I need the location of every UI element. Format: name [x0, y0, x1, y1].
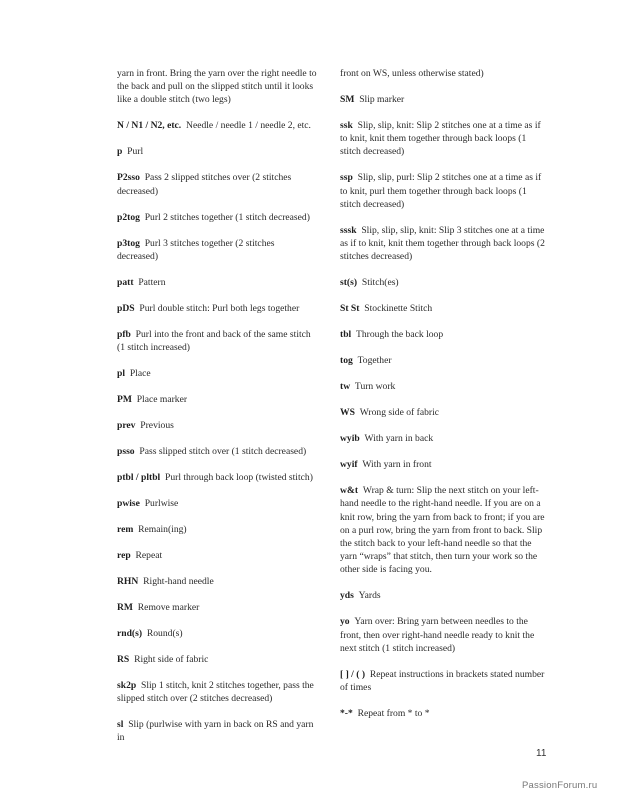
glossary-definition: Purlwise [144, 498, 179, 510]
glossary-entry [340, 119, 545, 159]
glossary-term: ptbl / pltbl [117, 472, 161, 484]
glossary-term: pl [117, 368, 126, 380]
glossary-term: [ ] / ( ) [340, 668, 366, 680]
glossary-entry [340, 276, 545, 289]
glossary-term: tog [340, 355, 353, 367]
glossary-entry [117, 445, 317, 458]
left-column [117, 67, 317, 757]
glossary-entry [340, 406, 545, 419]
glossary-term: sssk [340, 224, 357, 236]
glossary-definition: Turn work [354, 381, 396, 393]
glossary-term: tw [340, 381, 351, 393]
glossary-definition: Repeat [135, 550, 163, 562]
glossary-term: yds [340, 590, 354, 602]
glossary-entry [117, 471, 317, 484]
glossary-definition: Place [129, 368, 151, 380]
glossary-entry [340, 458, 545, 471]
glossary-entry [117, 601, 317, 614]
glossary-definition: Remain(ing) [138, 524, 187, 536]
glossary-entry [117, 237, 317, 263]
glossary-definition: Slip 1 stitch, knit 2 stitches together, pass the slipped stitch over (2 stitches decreased) [117, 680, 314, 705]
watermark: PassionForum.ru [522, 780, 598, 791]
glossary-entry [117, 627, 317, 640]
glossary-entry [117, 419, 317, 432]
glossary-term: rep [117, 550, 131, 562]
glossary-definition: Together [357, 355, 392, 367]
glossary-definition: With yarn in back [364, 433, 434, 445]
glossary-definition: Purl double stitch: Purl both legs together [139, 302, 300, 314]
glossary-entry [117, 145, 317, 158]
glossary-definition: Slip, slip, knit: Slip 2 stitches one at a time as if to knit, knit them together through back loops (1 stitch decreased) [340, 120, 541, 158]
glossary-entry [340, 224, 545, 264]
glossary-definition: Wrap & turn: Slip the next stitch on your left-hand needle to the right-hand needle. If you are on a knit row, bring the yarn from back to front; if you are on a purl row, bring the yarn from front to back. Slip the stitch back to your left-hand needle so that the yarn “wraps” that stitch, then turn your work so the other side is facing you. [340, 485, 545, 576]
glossary-entry [117, 523, 317, 536]
glossary-entry [117, 653, 317, 666]
glossary-term: sk2p [117, 680, 137, 692]
glossary-entry [117, 302, 317, 315]
glossary-definition: Pattern [138, 276, 166, 288]
glossary-definition: Slip (purlwise with yarn in back on RS and yarn in [117, 719, 314, 744]
glossary-entry [117, 328, 317, 354]
glossary-definition: Round(s) [146, 628, 183, 640]
glossary-term: rnd(s) [117, 628, 143, 640]
glossary-definition: Stockinette Stitch [364, 303, 433, 315]
glossary-term: ssp [340, 172, 353, 184]
glossary-entry [340, 615, 545, 655]
glossary-entry [117, 393, 317, 406]
glossary-definition: Purl 2 stitches together (1 stitch decreased) [144, 211, 310, 223]
glossary-term: pwise [117, 498, 140, 510]
glossary-definition: Pass slipped stitch over (1 stitch decreased) [139, 446, 307, 458]
glossary-term: rem [117, 524, 134, 536]
glossary-entry [117, 276, 317, 289]
glossary-term: tbl [340, 329, 352, 341]
glossary-term: patt [117, 276, 134, 288]
glossary-entry [117, 119, 317, 132]
glossary-entry [340, 380, 545, 393]
glossary-definition: Pass 2 slipped stitches over (2 stitches decreased) [117, 172, 292, 197]
glossary-definition: Purl 3 stitches together (2 stitches decreased) [117, 237, 275, 262]
glossary-entry [340, 328, 545, 341]
glossary-definition: Right-hand needle [143, 576, 214, 588]
glossary-entry [340, 589, 545, 602]
glossary-definition: Previous [140, 420, 174, 432]
glossary-definition: With yarn in front [362, 459, 432, 471]
glossary-definition: Purl [127, 146, 144, 158]
glossary-definition: Purl through back loop (twisted stitch) [165, 472, 313, 484]
glossary-term: yo [340, 616, 350, 628]
glossary-definition: Yards [358, 590, 381, 602]
glossary-entry [340, 432, 545, 445]
glossary-entry [117, 718, 317, 744]
glossary-term: psso [117, 446, 135, 458]
glossary-definition: Stitch(es) [361, 277, 399, 289]
glossary-term: p3tog [117, 237, 140, 249]
glossary-definition: Wrong side of fabric [359, 407, 439, 419]
glossary-entry [340, 93, 545, 106]
glossary-term: St St [340, 303, 360, 315]
glossary-entry [117, 549, 317, 562]
glossary-definition: Right side of fabric [134, 654, 209, 666]
glossary-entry [117, 497, 317, 510]
right-column [340, 67, 545, 733]
glossary-term: p2tog [117, 211, 140, 223]
glossary-definition: Slip, slip, purl: Slip 2 stitches one at a time as if to knit, purl them together through back loops (1 stitch decreased) [340, 172, 542, 210]
glossary-definition: Repeat from * to * [357, 708, 430, 720]
glossary-definition: Needle / needle 1 / needle 2, etc. [186, 120, 311, 132]
glossary-term: ssk [340, 120, 353, 131]
right-intro-text: front on WS, unless otherwise stated) [340, 68, 484, 79]
glossary-definition: Slip marker [359, 94, 405, 105]
glossary-term: WS [340, 407, 355, 419]
glossary-term: prev [117, 420, 136, 432]
glossary-definition: Slip, slip, slip, knit: Slip 3 stitches one at a time as if to knit, knit them together through back loops (2 stitches decreased) [340, 224, 545, 263]
glossary-term: pfb [117, 328, 131, 340]
glossary-entry [340, 171, 545, 211]
glossary-term: sl [117, 719, 124, 731]
glossary-term: P2sso [117, 172, 140, 184]
glossary-entry [117, 367, 317, 380]
right-entries [340, 93, 545, 720]
glossary-entry [340, 668, 545, 694]
glossary-term: *-* [340, 708, 353, 720]
glossary-entry [117, 679, 317, 705]
glossary-definition: Purl into the front and back of the same stitch (1 stitch increased) [117, 328, 311, 354]
glossary-term: wyif [340, 459, 358, 471]
glossary-definition: Place marker [136, 394, 188, 406]
glossary-term: PM [117, 394, 132, 406]
glossary-entry [340, 302, 545, 315]
glossary-definition: Through the back loop [356, 329, 444, 341]
glossary-definition: Remove marker [137, 602, 200, 614]
page-number: 11 [536, 748, 547, 759]
glossary-entry [340, 707, 545, 720]
glossary-term: wyib [340, 433, 360, 445]
glossary-term: RHN [117, 576, 139, 588]
glossary-entry [117, 575, 317, 588]
glossary-entry [117, 211, 317, 224]
left-entries [117, 119, 317, 744]
glossary-term: pDS [117, 302, 135, 314]
glossary-term: N / N1 / N2, etc. [117, 120, 182, 132]
glossary-entry [117, 171, 317, 197]
glossary-entry [340, 354, 545, 367]
glossary-term: p [117, 146, 123, 158]
glossary-term: RS [117, 654, 130, 666]
glossary-term: w&t [340, 485, 359, 497]
glossary-definition: Repeat instructions in brackets stated number of times [340, 668, 545, 694]
glossary-definition: Yarn over: Bring yarn between needles to the front, then over right-hand needle ready to knit the next stitch (1 stitch increased) [340, 616, 535, 654]
left-intro-text: yarn in front. Bring the yarn over the right needle to the back and pull on the slipped stitch until it looks like a double stitch (two legs) [117, 68, 317, 106]
glossary-term: RM [117, 602, 133, 614]
glossary-term: SM [340, 94, 355, 105]
glossary-term: st(s) [340, 277, 358, 289]
glossary-entry [340, 484, 545, 576]
